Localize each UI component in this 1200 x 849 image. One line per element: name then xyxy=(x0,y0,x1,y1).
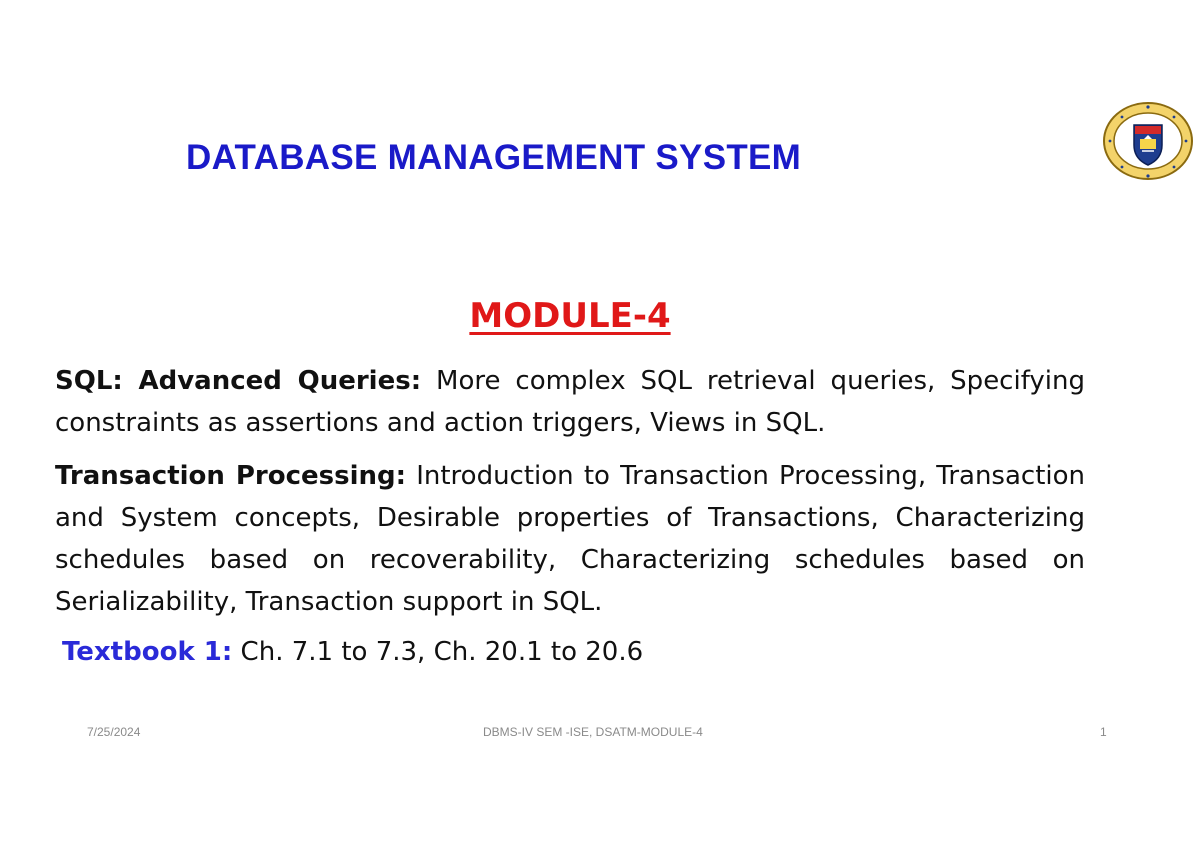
paragraph-body: More complex SQL retrieval queries, Specifying constraints as assertions and action triggers, Views in SQL. xyxy=(55,366,1085,438)
paragraph-heading: Transaction Processing: xyxy=(55,461,407,491)
textbook-label: Textbook 1: xyxy=(62,637,233,667)
slide-title: DATABASE MANAGEMENT SYSTEM xyxy=(186,138,802,177)
footer-date: 7/25/2024 xyxy=(87,725,141,739)
paragraph-body: Introduction to Transaction Processing, Transaction and System concepts, Desirable properties of Transactions, Characterizing schedules based on recoverability, Characterizing schedules based on Serializability, Transaction support in SQL. xyxy=(55,461,1085,617)
footer-course-label: DBMS-IV SEM -ISE, DSATM-MODULE-4 xyxy=(483,725,703,739)
textbook-reference xyxy=(62,637,643,667)
syllabus-paragraph-transactions xyxy=(55,455,1085,623)
syllabus-paragraph-sql xyxy=(55,360,1085,444)
institution-crest-logo xyxy=(1100,99,1196,183)
textbook-chapters: Ch. 7.1 to 7.3, Ch. 20.1 to 20.6 xyxy=(232,637,644,667)
paragraph-heading: SQL: Advanced Queries: xyxy=(55,366,422,396)
module-heading: MODULE-4 xyxy=(469,296,671,336)
footer-page-number: 1 xyxy=(1100,725,1107,739)
crest-icon xyxy=(1100,99,1196,183)
